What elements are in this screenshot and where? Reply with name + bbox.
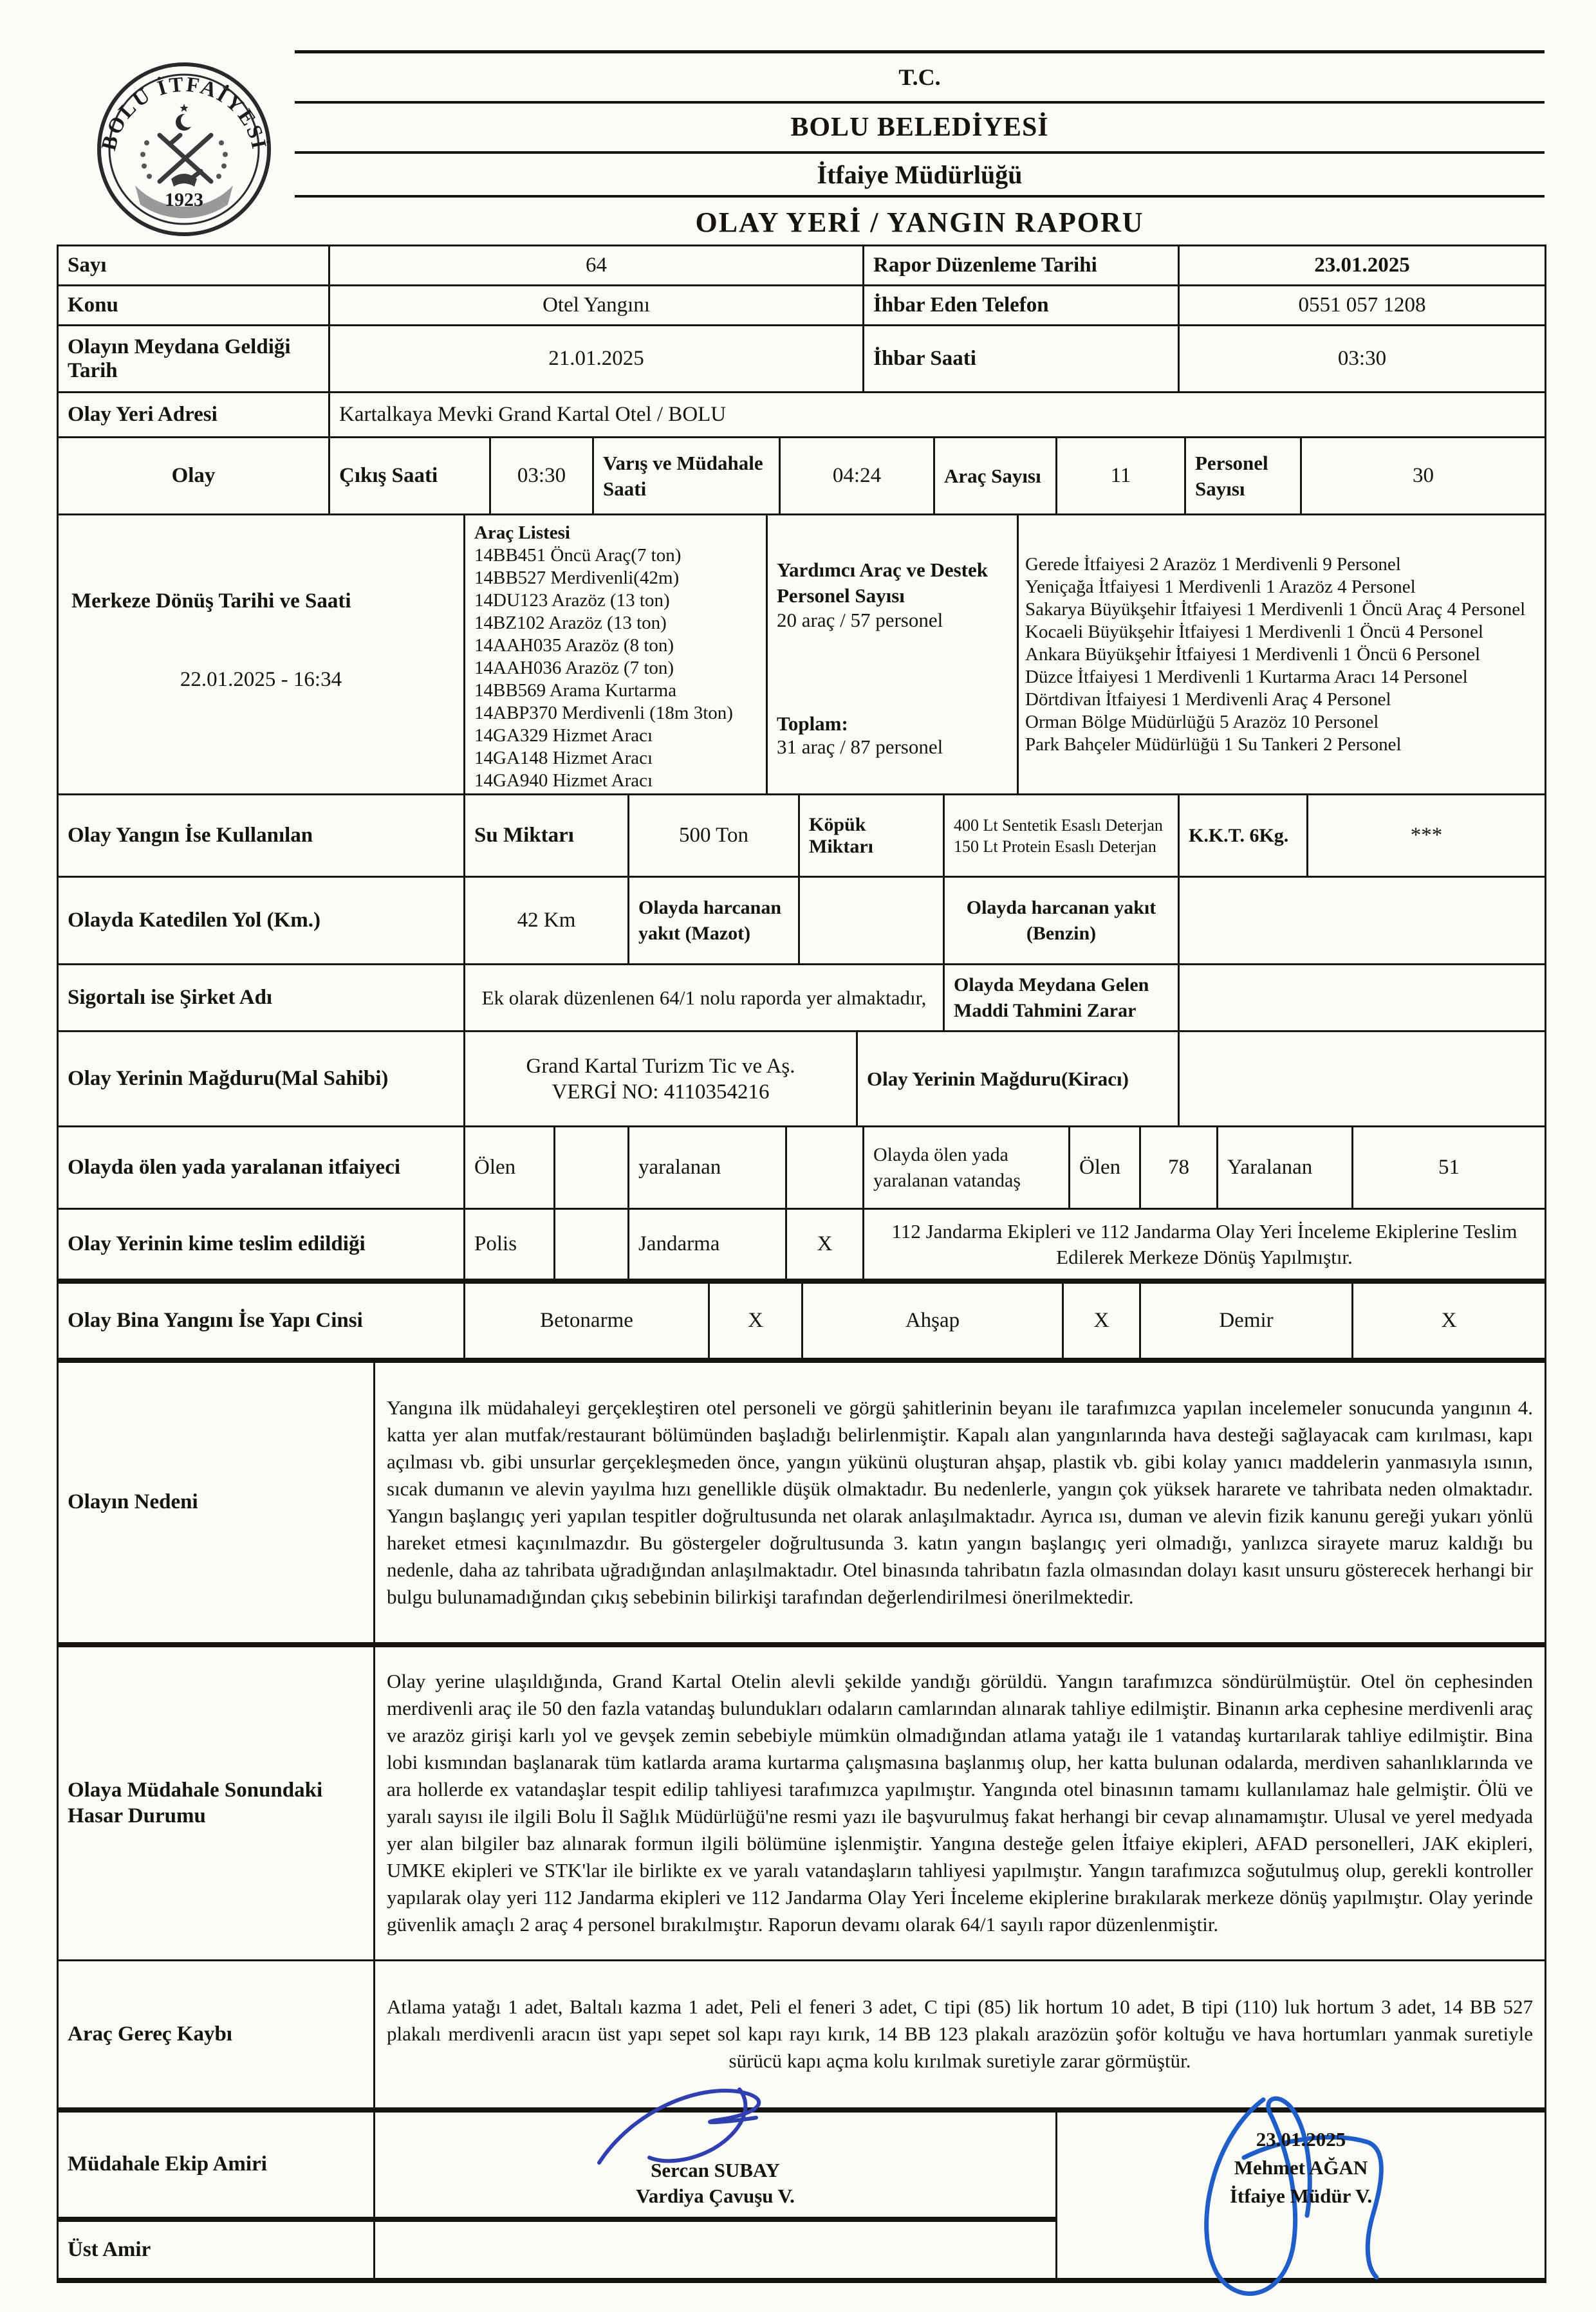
field-magdur-kiraci-value	[1179, 1031, 1546, 1127]
field-vatandas-yaralanan-value: 51	[1353, 1127, 1546, 1209]
field-varis-saati-value: 04:24	[780, 438, 934, 515]
kopuk-line: 400 Lt Sentetik Esaslı Deterjan	[954, 815, 1163, 835]
field-vatandas-kayip-label: Olayda ölen yada yaralanan vatandaş	[864, 1127, 1070, 1209]
field-adres-value: Kartalkaya Mevki Grand Kartal Otel / BOLU	[329, 393, 1546, 438]
support-total-label: Toplam:	[777, 712, 848, 735]
support-agency: Orman Bölge Müdürlüğü 5 Arazöz 10 Personel	[1025, 711, 1379, 732]
field-demir-label: Demir	[1140, 1281, 1353, 1358]
field-teslim-label: Olay Yerinin kime teslim edildiği	[58, 1209, 465, 1280]
field-maddi-zarar-label: Olayda Meydana Gelen Maddi Tahmini Zarar	[944, 965, 1179, 1031]
field-olayin-nedeni-text: Yangına ilk müdahaleyi gerçekleştiren otel personeli ve görgü şahitlerinin beyanı ile tarafımızca yapılan incelemeler sonucunda yangının 4. katta yer alan mutfak/restaurant bölümünden başladığı belirlenmiştir. Kapalı alan yangınlarında hava desteği sağlayacak cam kırılması, kapı açılması vb. gibi unsurlar gerçekleşmeden önce, yangın yükünü oluşturan ahşap, plastik vb. gibi kolay yanıcı maddelerin yanmasıyla ısının, sıcak dumanın ve alevin yayılma hızı genellikle düşük olmaktadır. Bu nedenlerle, yangın çok yüksek hararete ve tahribata neden olmaktadır. Yangın başlangıç yeri yapılan tespitler doğrultusunda net olarak anlaşılmaktadır. Ayrıca ısı, duman ve alevin fizik kanunu gereği yukarı yönlü hareket etmesi kaçınılmazdır. Bu göstergeler doğrultusunda 3. katın yangın başlangıç yeri olmadığı, yanlızca sirayete maruz kaldığı bu nedenle, daha az tahribata uğradığından anlaşılmaktadır. Otel binasında tahribatın fazla olmasından dolayı kasıt unsuru gösterecek herhangi bir bulgu bulunamadığından çıkış sebebinin bilirkişi tarafından değerlendirilmesi önerilmektedir.	[375, 1360, 1546, 1643]
field-teslim-jandarma-label: Jandarma	[629, 1209, 786, 1280]
support-agency: Dörtdivan İtfaiyesi 1 Merdivenli Araç 4 Personel	[1025, 689, 1391, 710]
support-agency: Gerede İtfaiyesi 2 Arazöz 1 Merdivenli 9 Personel	[1025, 553, 1401, 575]
field-su-miktari-value: 500 Ton	[629, 795, 799, 877]
field-olay-tarihi-value: 21.01.2025	[329, 326, 864, 393]
field-magdur-malsahibi-label: Olay Yerinin Mağduru(Mal Sahibi)	[58, 1031, 465, 1127]
vehicles-table	[57, 513, 1546, 795]
vehicle-item: 14AAH036 Arazöz (7 ton)	[474, 658, 674, 678]
insurance-table	[57, 963, 1546, 1032]
field-mudahale-ekip-amiri-label: Müdahale Ekip Amiri	[58, 2110, 375, 2219]
support-agency: Park Bahçeler Müdürlüğü 1 Su Tankeri 2 Personel	[1025, 734, 1402, 755]
vehicle-item: 14DU123 Arazöz (13 ton)	[474, 590, 670, 611]
vehicle-list	[465, 515, 767, 795]
letterhead-municipality: BOLU BELEDİYESİ	[295, 104, 1545, 154]
amir-signature-block	[375, 2110, 1057, 2219]
support-value: 20 araç / 57 personel	[777, 609, 943, 631]
vehicle-item: 14BB451 Öncü Araç(7 ton)	[474, 545, 682, 566]
vehicle-item: 14GA148 Hizmet Aracı	[474, 748, 653, 768]
chief-date: 23.01.2025	[1256, 2127, 1346, 2150]
field-yapi-cinsi-label: Olay Bina Yangını İse Yapı Cinsi	[58, 1281, 465, 1358]
field-rapor-tarihi-label: Rapor Düzenleme Tarihi	[864, 246, 1179, 286]
field-vatandas-olen-label: Ölen	[1070, 1127, 1140, 1209]
field-vatandas-olen-value: 78	[1140, 1127, 1218, 1209]
vehicle-item: 14BZ102 Arazöz (13 ton)	[474, 613, 667, 633]
field-personel-sayisi-value: 30	[1301, 438, 1546, 515]
field-maddi-zarar-value	[1179, 965, 1546, 1031]
chief-name: Mehmet AĞAN	[1234, 2156, 1368, 2179]
chief-signature-block	[1057, 2110, 1546, 2280]
field-teslim-note: 112 Jandarma Ekipleri ve 112 Jandarma Olay Yeri İnceleme Ekiplerine Teslim Edilerek Merkeze Dönüş Yapılmıştır.	[864, 1209, 1546, 1280]
field-varis-saati-label: Varış ve Müdahale Saati	[593, 438, 780, 515]
field-hasar-durumu-text: Olay yerine ulaşıldığında, Grand Kartal Otelin alevli şekilde yandığı görüldü. Yangın tarafımızca söndürülmüştür. Otel ön cephesinden merdivenli araç ile 50 den fazla vatandaş bulundukları odaların camlarından alınarak tahliye edilmiştir. Binanın arka cephesine merdivenli araç ve arazöz girişi karlı yol ve gevşek zemin sebebiyle mümkün olmadığından atlama yatağı ile 1 vatandaş kurtarılarak tahliye edilmiştir. Bina lobi kısmından başlanarak tüm katlarda arama kurtarma çalışmasına başlanmış olup, her katta bulunan odalarda, merdiven sahanlıklarında ve ara hollerde ex vatandaşlar tespit edilip tahliyesi tarafımızca yapılmıştır. Yangında otel binasının tamamı kullanılamaz hale gelmiştir. Ölü ve yaralı sayısı ile ilgili Bolu İl Sağlık Müdürlüğü'ne resmi yazı ile başvurulmuş fakat herhangi bir cevap alınamamıştır. Ulusal ve yerel medyada yer alan bilgiler baz alınarak formun ilgili bölümüne işlenmiştir. Yangına desteğe gelen İtfaiye ekipleri, AFAD personelleri, JAK ekipleri, UMKE ekipleri ve STK'lar ile birlikte ex ve yaralı vatandaşların tahliyesi yapılmıştır. Yangın tarafımızca soğutulmuş olup, gerekli kontroller yapılarak olay yeri 112 Jandarma ekipleri ve 112 Jandarma Olay Yeri İnceleme ekiplerine bırakılarak merkeze dönüş yapılmıştır. Olay yerinde güvenlik amaçlı 2 araç 4 personel bırakılmıştır. Raporun devamı olarak 64/1 sayılı rapor düzenlenmiştir.	[375, 1645, 1546, 1960]
vehicle-item: 14ABP370 Merdivenli (18m 3ton)	[474, 703, 733, 723]
field-demir-check: X	[1353, 1281, 1546, 1358]
field-ihbar-telefon-label: İhbar Eden Telefon	[864, 286, 1179, 326]
letterhead-country: T.C.	[295, 53, 1545, 104]
field-merkeze-donus-label: Merkeze Dönüş Tarihi ve Saati	[71, 589, 351, 613]
support-total-value: 31 araç / 87 personel	[777, 735, 943, 758]
field-magdur-malsahibi-value	[465, 1031, 857, 1127]
svg-text:BOLU İTFAİYESİ	[97, 73, 272, 153]
field-sigorta-label: Sigortalı ise Şirket Adı	[58, 965, 465, 1031]
field-cikis-saati-value: 03:30	[490, 438, 593, 515]
field-itfaiyeci-yaralanan-label: yaralanan	[629, 1127, 786, 1209]
field-adres-label: Olay Yeri Adresi	[58, 393, 329, 438]
field-konu-value: Otel Yangını	[329, 286, 864, 326]
support-agency: Sakarya Büyükşehir İtfaiyesi 1 Merdivenli 1 Öncü Araç 4 Personel	[1025, 598, 1526, 620]
field-itfaiyeci-olen-value	[555, 1127, 629, 1209]
field-teslim-polis-label: Polis	[465, 1209, 555, 1280]
support-agency: Yeniçağa İtfaiyesi 1 Merdivenli 1 Arazöz 4 Personel	[1025, 576, 1416, 597]
field-ihbar-saati-label: İhbar Saati	[864, 326, 1179, 393]
vehicle-item: 14BB569 Arama Kurtarma	[474, 680, 677, 701]
field-ihbar-saati-value: 03:30	[1179, 326, 1546, 393]
support-agency: Kocaeli Büyükşehir İtfaiyesi 1 Merdivenli 1 Öncü 4 Personel	[1025, 621, 1483, 642]
field-yakit-mazot-value	[799, 877, 944, 965]
distance-table	[57, 876, 1546, 965]
report-title: OLAY YERİ / YANGIN RAPORU	[695, 206, 1144, 238]
handover-table	[57, 1208, 1546, 1281]
chief-title: İtfaiye Müdür V.	[1229, 2184, 1373, 2207]
fire-department-seal	[88, 53, 281, 249]
field-olay-label: Olay	[58, 438, 329, 515]
field-yakit-benzin-label: Olayda harcanan yakıt (Benzin)	[944, 877, 1179, 965]
damage-table	[57, 1642, 1546, 1961]
vehicle-item: 14AAH035 Arazöz (8 ton)	[474, 635, 674, 656]
seal-org-text: BOLU İTFAİYESİ	[97, 73, 271, 153]
field-katedilen-yol-label: Olayda Katedilen Yol (Km.)	[58, 877, 465, 965]
field-kopuk-miktari-label: Köpük Miktarı	[799, 795, 944, 877]
ust-amir-signature-block	[375, 2219, 1057, 2280]
field-yakit-mazot-label: Olayda harcanan yakıt (Mazot)	[629, 877, 799, 965]
field-vatandas-yaralanan-label: Yaralanan	[1218, 1127, 1353, 1209]
support-agency: Ankara Büyükşehir İtfaiyesi 1 Merdivenli 1 Öncü 6 Personel	[1025, 643, 1481, 665]
field-rapor-tarihi-value: 23.01.2025	[1179, 246, 1546, 286]
field-magdur-kiraci-label: Olay Yerinin Mağduru(Kiracı)	[857, 1031, 1179, 1127]
field-arac-sayisi-label: Araç Sayısı	[934, 438, 1057, 515]
support-summary	[767, 515, 1018, 795]
chief-approval-text	[1066, 2125, 1536, 2210]
report-page	[57, 0, 1545, 2283]
vehicle-list-title: Araç Listesi	[474, 523, 570, 543]
field-ihbar-telefon-value: 0551 057 1208	[1179, 286, 1546, 326]
victim-table	[57, 1030, 1546, 1127]
structure-table	[57, 1279, 1546, 1360]
field-cikis-saati-label: Çıkış Saati	[329, 438, 490, 515]
vehicle-item: 14GA329 Hizmet Aracı	[474, 725, 653, 746]
field-olay-tarihi-label: Olayın Meydana Geldiği Tarih	[58, 326, 329, 393]
field-merkeze-donus	[58, 515, 465, 795]
field-betonarme-check: X	[709, 1281, 803, 1358]
malsahibi-line: VERGİ NO: 4110354216	[552, 1080, 770, 1104]
field-su-miktari-label: Su Miktarı	[465, 795, 629, 877]
seal-year-text: 1923	[165, 189, 203, 210]
kopuk-line: 150 Lt Protein Esaslı Deterjan	[954, 837, 1156, 856]
malsahibi-line: Grand Kartal Turizm Tic ve Aş.	[526, 1054, 795, 1078]
olay-table	[57, 436, 1546, 515]
field-kullanilan-label: Olay Yangın İse Kullanılan	[58, 795, 465, 877]
field-sayi-label: Sayı	[58, 246, 329, 286]
support-agency: Düzce İtfaiyesi 1 Merdivenli 1 Kurtarma Aracı 14 Personel	[1025, 666, 1468, 687]
support-title: Yardımcı Araç ve Destek Personel Sayısı	[777, 559, 988, 607]
letterhead	[295, 50, 1545, 198]
field-arac-gerec-text: Atlama yatağı 1 adet, Baltalı kazma 1 adet, Peli el feneri 3 adet, C tipi (85) lik hortum 10 adet, B tipi (110) luk hortum 3 adet, 14 BB 527 plakalı merdivenli aracın üst yapı sepet sol kapı rayı kırık, 14 BB 123 plakalı arazözün şoför koltuğu ve hava hortumları yanmak suretiyle sürücü kapı açma kolu kırılmak suretiyle zarar görmüştür.	[375, 1960, 1546, 2108]
address-table	[57, 391, 1546, 438]
info-table	[57, 245, 1546, 393]
field-arac-sayisi-value: 11	[1057, 438, 1185, 515]
field-sayi-value: 64	[329, 246, 864, 286]
field-kkt-value: K.K.T. 6Kg.	[1179, 795, 1308, 877]
support-agency-list	[1018, 515, 1546, 795]
field-hasar-durumu-label: Olaya Müdahale Sonundaki Hasar Durumu	[58, 1645, 375, 1960]
vehicle-item: 14BB527 Merdivenli(42m)	[474, 568, 680, 588]
field-ahsap-check: X	[1063, 1281, 1140, 1358]
amir-name: Sercan SUBAY	[651, 2158, 780, 2181]
field-betonarme-label: Betonarme	[465, 1281, 709, 1358]
field-merkeze-donus-value: 22.01.2025 - 16:34	[180, 668, 342, 691]
field-personel-sayisi-label: Personel Sayısı	[1185, 438, 1301, 515]
field-teslim-jandarma-check: X	[786, 1209, 864, 1280]
field-kopuk-miktari-value	[944, 795, 1179, 877]
field-katedilen-yol-value: 42 Km	[465, 877, 629, 965]
field-konu-label: Konu	[58, 286, 329, 326]
field-itfaiyeci-yaralanan-value	[786, 1127, 864, 1209]
field-kkt-extra: ***	[1308, 795, 1546, 877]
field-arac-gerec-label: Araç Gereç Kaybı	[58, 1960, 375, 2108]
materials-table	[57, 793, 1546, 878]
field-olayin-nedeni-label: Olayın Nedeni	[58, 1360, 375, 1643]
field-ahsap-label: Ahşap	[803, 1281, 1063, 1358]
vehicle-item: 14GA940 Hizmet Aracı	[474, 770, 653, 791]
letterhead-department: İtfaiye Müdürlüğü	[295, 154, 1545, 198]
seal-icon	[88, 53, 281, 246]
field-yakit-benzin-value	[1179, 877, 1546, 965]
field-itfaiyeci-kayip-label: Olayda ölen yada yaralanan itfaiyeci	[58, 1127, 465, 1209]
field-sigorta-value: Ek olarak düzenlenen 64/1 nolu raporda yer almaktadır,	[465, 965, 944, 1031]
cause-table	[57, 1358, 1546, 1645]
casualty-table	[57, 1125, 1546, 1210]
field-teslim-polis-value	[555, 1209, 629, 1280]
amir-title: Vardiya Çavuşu V.	[636, 2184, 795, 2207]
field-itfaiyeci-olen-label: Ölen	[465, 1127, 555, 1209]
amir-signature-icon	[588, 2073, 800, 2176]
field-ust-amir-label: Üst Amir	[58, 2219, 375, 2280]
